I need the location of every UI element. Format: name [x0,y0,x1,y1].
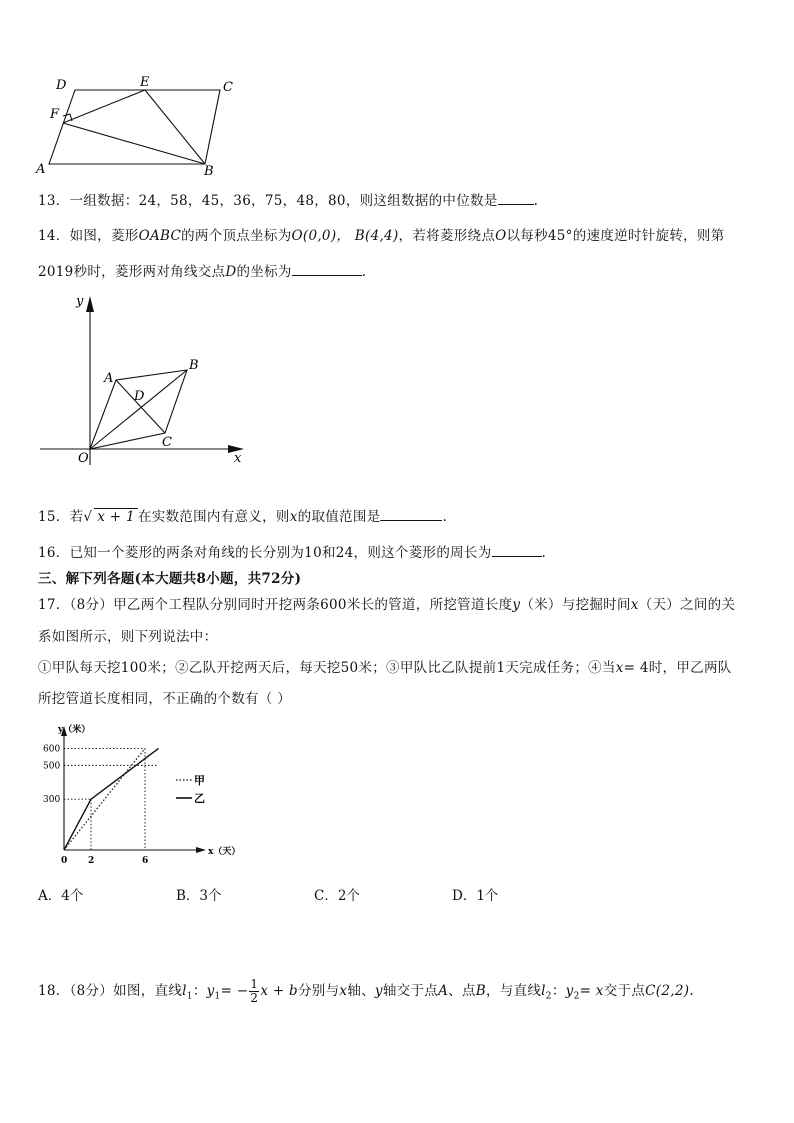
q17-line-chart [30,722,241,870]
q14-point-o2: O [495,228,507,244]
x-axis-label: x（天） [208,847,241,857]
q13-text: 13．一组数据：24，58，45，36，75，48，80，则这组数据的中位数是 [38,193,498,209]
label-a: A [104,371,114,386]
label-c: C [223,80,233,95]
q15-answer-blank[interactable] [380,508,442,521]
question-17-line1 [38,593,735,613]
q16-text: 16．已知一个菱形的两条对角线的长分别为10和24，则这个菱形的周长为 [38,545,492,561]
q18-l1: l [182,983,187,999]
q18-point-b: B [475,983,486,999]
label-b: B [204,164,214,179]
q18-point-a: A [438,983,449,999]
q18-l1-sub: 1 [186,991,193,1002]
parallelogram-abcd [49,90,220,164]
option-b[interactable]: B．3个 [176,888,222,904]
x-tick-label: 0 [61,856,68,866]
q14-point-b: B(4,4) [354,228,399,244]
label-d: D [56,78,67,93]
label-d: D [134,389,145,404]
y-axis-arrow-icon [86,296,94,312]
y-tick-label: 500 [43,761,61,772]
label-o: O [78,451,89,466]
q13-answer-blank[interactable] [498,192,534,205]
q17-statements-b: = 4时，甲乙两队 [623,660,732,676]
q18-mid-c: 轴交于点 [382,983,439,999]
legend-label-jia: 甲 [194,774,205,787]
q14-text-f: ，若将菱形绕点 [398,228,496,244]
legend-label-yi: 乙 [194,792,205,805]
q15-period: . [442,509,448,525]
sqrt-symbol: √ [83,509,93,525]
segment-eb [145,90,205,164]
q17-var-x: x [630,597,639,613]
y-tick-label: 300 [43,795,61,806]
q17-options [38,884,758,904]
q14-text-c: 的两个顶点坐标为 [181,228,292,244]
option-d[interactable]: D．1个 [452,888,499,904]
diagonal-ac [116,380,165,433]
section-3-title: 三、解下列各题(本大题共8小题，共72分) [38,571,302,587]
label-c: C [162,435,172,450]
label-y: y [76,294,84,309]
q17-text-c: （天）之间的关 [638,597,736,613]
q15-prefix: 15．若 [38,509,84,525]
q14-rhombus-name: OABC [138,228,182,244]
q14-line2-text2: 的坐标为 [236,264,292,280]
question-15 [38,505,447,525]
x-axis-arrow-icon [196,847,206,853]
q13-period: . [533,193,539,209]
q17-text-a: 17．（8分）甲乙两个工程队分别同时开挖两条600米长的管道，所挖管道长度 [38,597,513,613]
question-13 [38,189,538,209]
q18-mid-d: 、点 [448,983,476,999]
q15-suffix: 的取值范围是 [297,509,381,525]
q18-eq1: = − [220,983,249,999]
q18-rest1: x + b [260,983,298,999]
label-x: x [234,451,242,466]
q18-mid-y: y [374,983,383,999]
y-tick-label: 600 [43,744,61,755]
q15-var: x [289,509,298,525]
question-14-line2 [38,260,366,280]
q15-middle: 在实数范围内有意义，则 [137,509,290,525]
label-a: A [36,162,46,177]
question-17-line4: 所挖管道长度相同，不正确的个数有（ ） [38,691,291,707]
question-18 [38,978,694,1005]
q18-mid-f: 交于点 [603,983,646,999]
question-14-line1 [38,224,725,244]
q18-y1: y [206,983,215,999]
q16-period: . [541,545,547,561]
q16-answer-blank[interactable] [492,544,542,557]
option-c[interactable]: C．2个 [314,888,360,904]
x-tick-label: 2 [88,856,95,866]
q18-eq2: = x [579,983,604,999]
q18-l2-sub: 2 [545,991,552,1002]
question-17-line2: 系如图所示，则下列说法中： [38,629,218,645]
q17-var-x2: x [615,660,624,676]
q14-point-o: O(0,0)， [291,228,351,244]
q15-radicand: x + 1 [94,508,138,525]
q18-prefix: 18．（8分）如图，直线 [38,983,183,999]
q17-text-b: （米）与挖掘时间 [520,597,631,613]
segment-fb [63,123,205,164]
q18-frac-num: 1 [250,977,259,991]
q14-text-h: 以每秒45°的速度逆时针旋转，则第 [506,228,725,244]
label-e: E [140,75,150,90]
series-甲 [64,748,145,850]
q17-var-y: y [512,597,521,613]
q18-mid-a: 分别与 [297,983,340,999]
q14-line2-text: 2019秒时，菱形两对角线交点 [38,264,226,280]
q14-period: . [361,264,367,280]
y-axis-label: y（米） [58,725,91,735]
q14-point-d: D [225,264,237,280]
q18-mid-b: 轴、 [347,983,375,999]
q18-fraction [249,978,259,1005]
q18-point-c: C(2,2) [645,983,690,999]
q18-y2-sub: 2 [573,991,580,1002]
q18-mid-e: ，与直线 [485,983,542,999]
x-tick-label: 6 [142,856,149,866]
question-16 [38,541,546,561]
q17-statements: ①甲队每天挖100米；②乙队开挖两天后，每天挖50米；③甲队比乙队提前1天完成任务；④当 [38,660,616,676]
q18-y1-sub: 1 [214,991,221,1002]
q18-mid-x: x [339,983,348,999]
q18-period: . [689,983,694,999]
question-17-line3 [38,656,732,676]
q14-answer-blank[interactable] [292,263,362,276]
rhombus-figure [30,290,260,470]
q18-y2: y [565,983,574,999]
q18-colon2: ： [551,983,566,999]
parallelogram-figure [30,72,250,182]
label-f: F [50,107,60,122]
q18-colon1: ： [192,983,207,999]
q14-text-a: 14．如图，菱形 [38,228,139,244]
q18-l2: l [541,983,546,999]
segment-ef [63,90,145,123]
option-a[interactable]: A．4个 [38,888,84,904]
q18-frac-den: 2 [250,991,259,1005]
label-b: B [189,358,199,373]
